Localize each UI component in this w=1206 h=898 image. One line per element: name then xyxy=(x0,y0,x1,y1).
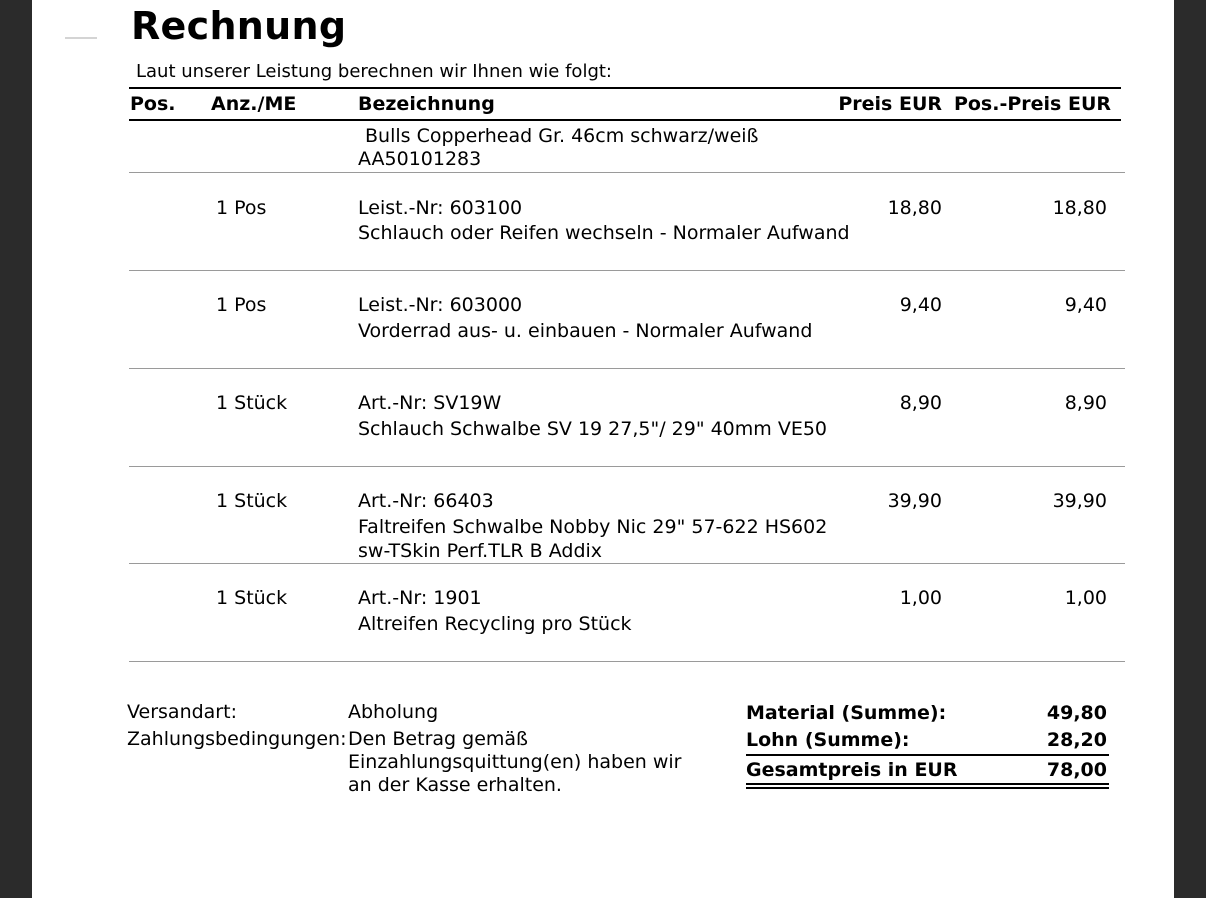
row-total: 1,00 xyxy=(1064,587,1107,609)
shipping-value: Abholung xyxy=(348,701,439,723)
row-price: 18,80 xyxy=(887,197,942,219)
row-qty: 1 Stück xyxy=(216,490,288,512)
object-id: AA50101283 xyxy=(358,148,482,170)
row-price: 8,90 xyxy=(899,392,942,414)
invoice-title: Rechnung xyxy=(131,4,347,48)
row-description: Faltreifen Schwalbe Nobby Nic 29" 57-622 HS602 xyxy=(358,516,828,538)
row-number: Leist.-Nr: 603100 xyxy=(358,197,523,219)
labor-sum-label: Lohn (Summe): xyxy=(746,729,910,751)
row-price: 39,90 xyxy=(887,490,942,512)
row-description: Schlauch Schwalbe SV 19 27,5"/ 29" 40mm VE50 xyxy=(358,418,828,440)
row-price: 9,40 xyxy=(899,294,942,316)
row-total: 18,80 xyxy=(1052,197,1107,219)
row-qty: 1 Stück xyxy=(216,587,288,609)
shipping-label: Versandart: xyxy=(127,701,237,723)
row-divider xyxy=(129,563,1125,564)
grand-total-value: 78,00 xyxy=(1046,759,1107,781)
row-number: Art.-Nr: 66403 xyxy=(358,490,494,512)
row-divider xyxy=(129,661,1125,662)
header-price: Preis EUR xyxy=(838,93,942,115)
row-total: 9,40 xyxy=(1064,294,1107,316)
header-pos: Pos. xyxy=(130,93,176,115)
row-number: Art.-Nr: 1901 xyxy=(358,587,482,609)
invoice-page xyxy=(32,0,1174,898)
header-desc: Bezeichnung xyxy=(358,93,495,115)
object-name: Bulls Copperhead Gr. 46cm schwarz/weiß xyxy=(365,125,759,147)
row-divider xyxy=(129,172,1125,173)
row-price: 1,00 xyxy=(899,587,942,609)
row-qty: 1 Stück xyxy=(216,392,288,414)
row-divider xyxy=(129,368,1125,369)
page-marker xyxy=(65,37,97,39)
row-description: Schlauch oder Reifen wechseln - Normaler Aufwand xyxy=(358,222,850,244)
header-qty: Anz./ME xyxy=(211,93,297,115)
row-divider xyxy=(129,466,1125,467)
row-qty: 1 Pos xyxy=(216,294,267,316)
header-top-rule xyxy=(129,87,1121,89)
subtotal-rule xyxy=(746,754,1109,756)
grand-total-rule-2 xyxy=(746,787,1109,789)
row-description: Vorderrad aus- u. einbauen - Normaler Aufwand xyxy=(358,320,813,342)
grand-total-label: Gesamtpreis in EUR xyxy=(746,759,958,781)
payment-terms-line3: an der Kasse erhalten. xyxy=(348,774,562,796)
row-total: 39,90 xyxy=(1052,490,1107,512)
row-number: Art.-Nr: SV19W xyxy=(358,392,502,414)
material-sum-label: Material (Summe): xyxy=(746,702,947,724)
labor-sum-value: 28,20 xyxy=(1046,729,1107,751)
invoice-intro: Laut unserer Leistung berechnen wir Ihnen wie folgt: xyxy=(136,61,612,82)
row-divider xyxy=(129,270,1125,271)
payment-terms-line1: Den Betrag gemäß xyxy=(348,728,528,750)
header-total: Pos.-Preis EUR xyxy=(953,93,1111,115)
material-sum-value: 49,80 xyxy=(1046,702,1107,724)
row-description: Altreifen Recycling pro Stück xyxy=(358,613,632,635)
row-qty: 1 Pos xyxy=(216,197,267,219)
grand-total-rule-1 xyxy=(746,783,1109,785)
row-total: 8,90 xyxy=(1064,392,1107,414)
payment-terms-line2: Einzahlungsquittung(en) haben wir xyxy=(348,751,682,773)
row-number: Leist.-Nr: 603000 xyxy=(358,294,523,316)
row-description-cont: sw-TSkin Perf.TLR B Addix xyxy=(358,540,603,562)
header-bottom-rule xyxy=(129,119,1121,121)
payment-label: Zahlungsbedingungen: xyxy=(127,728,347,750)
